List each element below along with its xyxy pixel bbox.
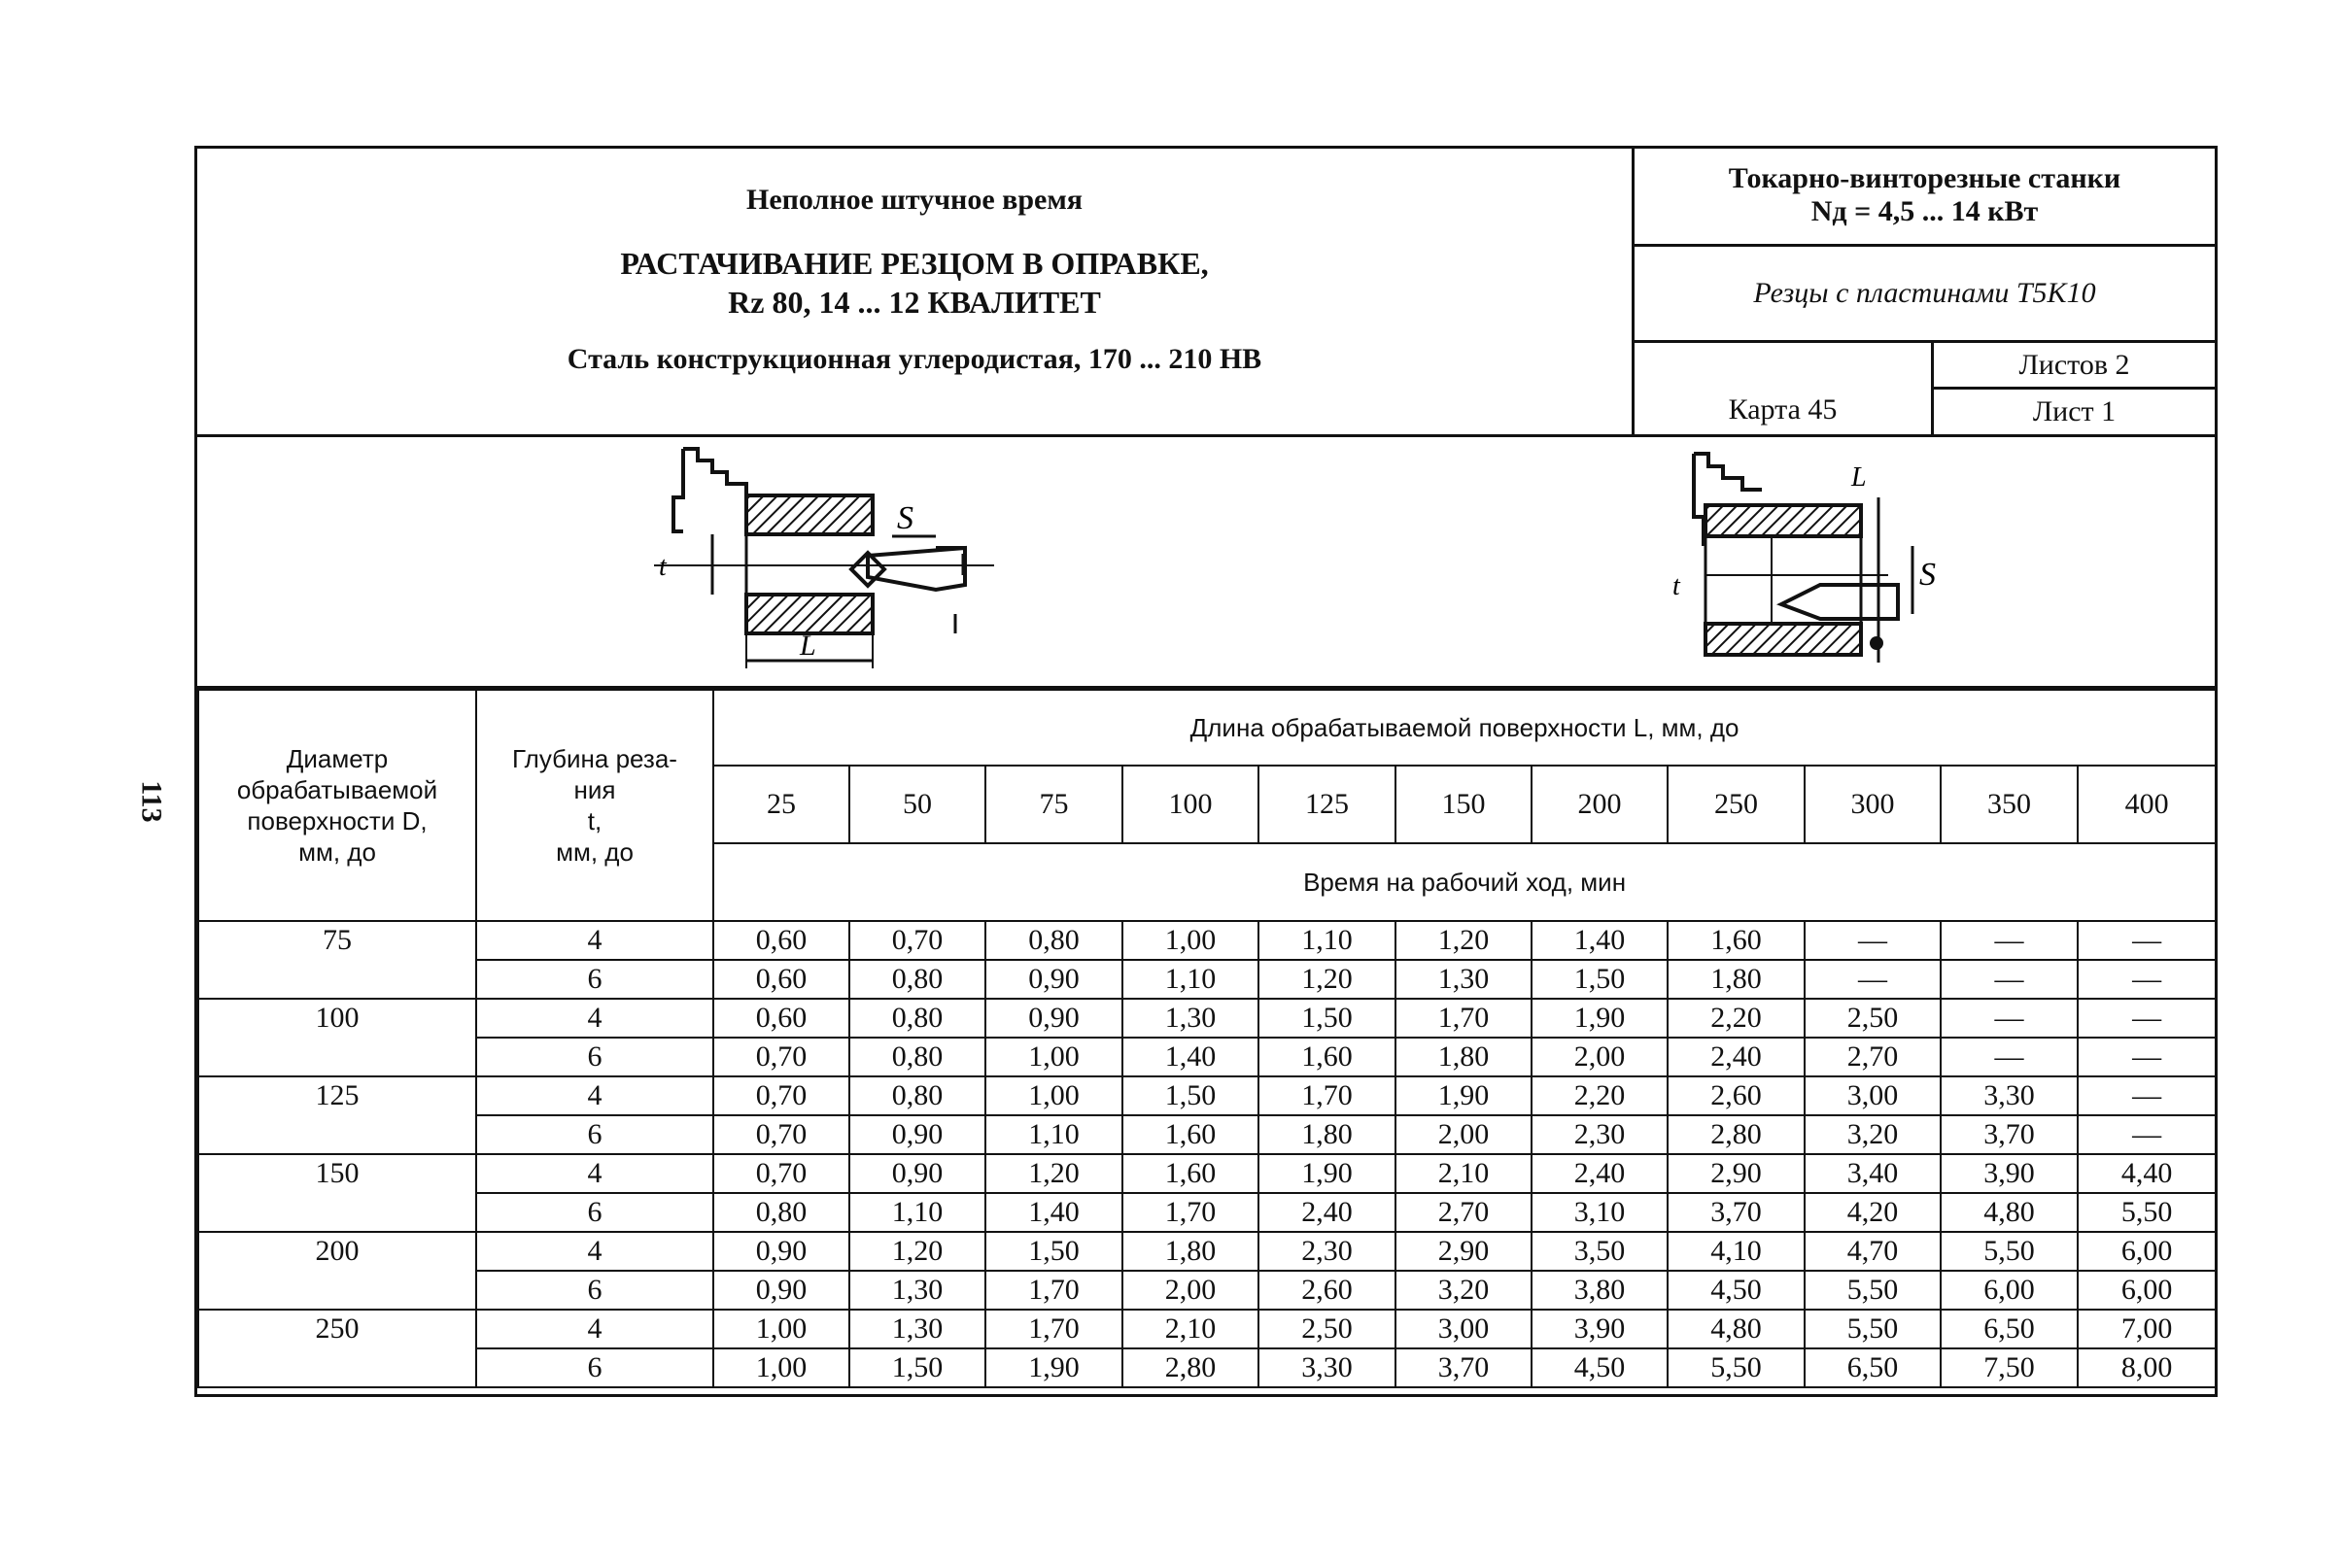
time-table [197,689,2217,1388]
diameter-cell [198,1154,476,1232]
time-cell: 5,50 [1668,1348,1805,1387]
time-cell: 1,40 [1122,1038,1258,1076]
table-row [198,1193,2216,1232]
time-cell: 1,60 [1668,921,1805,960]
time-cell: 1,20 [985,1154,1122,1193]
time-cell: 2,50 [1805,999,1941,1038]
time-cell: 3,70 [1941,1115,2078,1154]
time-cell: — [1805,960,1941,999]
time-cell: — [2078,1076,2216,1115]
time-cell: 0,70 [713,1038,849,1076]
time-cell: 3,20 [1395,1271,1532,1310]
diameter-value: 100 [315,1002,360,1034]
time-cell: 2,00 [1122,1271,1258,1310]
col-depth-line3: t, [587,806,603,835]
card-header [197,149,2215,437]
length-col-header: 200 [1532,766,1668,843]
time-cell: 1,70 [985,1310,1122,1348]
length-label-right: L [1851,462,1867,493]
time-header: Время на рабочий ход, мин [713,843,2216,921]
time-cell: 3,20 [1805,1115,1941,1154]
time-cell: 3,80 [1532,1271,1668,1310]
time-cell: 1,10 [1258,921,1395,960]
machine-type [1635,149,2215,247]
length-col-header: 400 [2078,766,2216,843]
col-depth-header [476,690,713,921]
depth-cell: 6 [476,1193,713,1232]
time-cell: 1,50 [849,1348,985,1387]
feed-label-right: S [1919,557,1936,593]
table-row [198,1076,2216,1115]
length-col-header: 350 [1941,766,2078,843]
time-cell: 2,10 [1395,1154,1532,1193]
time-cell: 3,90 [1532,1310,1668,1348]
time-cell: 0,90 [849,1154,985,1193]
time-cell: 2,60 [1668,1076,1805,1115]
depth-cell: 6 [476,1348,713,1387]
time-cell: 1,40 [1532,921,1668,960]
time-cell: 1,90 [985,1348,1122,1387]
time-cell: 1,50 [1258,999,1395,1038]
length-col-header: 150 [1395,766,1532,843]
time-cell: 1,20 [1258,960,1395,999]
time-cell: 2,40 [1258,1193,1395,1232]
time-cell: 3,90 [1941,1154,2078,1193]
time-cell: 3,30 [1941,1076,2078,1115]
time-cell: 2,80 [1668,1115,1805,1154]
depth-cell: 4 [476,1232,713,1271]
time-cell: 3,70 [1668,1193,1805,1232]
time-cell: 4,70 [1805,1232,1941,1271]
diameter-value: 125 [315,1079,360,1111]
time-cell: 1,60 [1122,1154,1258,1193]
length-col-header: 75 [985,766,1122,843]
time-cell: — [1805,921,1941,960]
col-depth-line2: ния [573,775,616,804]
time-cell: 2,20 [1532,1076,1668,1115]
time-cell: 1,90 [1395,1076,1532,1115]
depth-cell: 4 [476,1310,713,1348]
table-row [198,1115,2216,1154]
time-cell: 2,80 [1122,1348,1258,1387]
header-title: РАСТАЧИВАНИЕ РЕЗЦОМ В ОПРАВКЕ, [620,246,1209,281]
time-cell: 4,20 [1805,1193,1941,1232]
time-cell: 3,70 [1395,1348,1532,1387]
diameter-value: 75 [323,924,352,956]
time-cell: — [2078,999,2216,1038]
time-cell: 2,00 [1395,1115,1532,1154]
time-cell: 0,70 [849,921,985,960]
time-cell: 1,70 [1395,999,1532,1038]
time-cell: 1,50 [1532,960,1668,999]
table-row [198,1310,2216,1348]
norm-card [194,146,2218,1397]
time-cell: 1,60 [1122,1115,1258,1154]
time-cell: 0,80 [849,1076,985,1115]
col-depth-line4: мм, до [556,837,634,867]
table-row [198,1038,2216,1076]
time-cell: 5,50 [2078,1193,2216,1232]
time-cell: 3,40 [1805,1154,1941,1193]
time-cell: 3,50 [1532,1232,1668,1271]
time-cell: 4,80 [1941,1193,2078,1232]
time-cell: 0,70 [713,1076,849,1115]
workpiece-top-right [1705,505,1861,536]
time-cell: 1,10 [849,1193,985,1232]
tool-type: Резцы с пластинами T5K10 [1635,247,2215,343]
time-cell: 2,50 [1258,1310,1395,1348]
time-cell: 1,50 [985,1232,1122,1271]
table-body [198,921,2216,1387]
time-cell: 0,90 [985,999,1122,1038]
workpiece-top [746,495,873,534]
time-cell: — [1941,999,2078,1038]
length-label-left: L [800,630,816,662]
time-cell: 0,80 [849,1038,985,1076]
chuck-steps-right [1694,454,1762,490]
time-cell: 1,10 [985,1115,1122,1154]
depth-cell: 4 [476,921,713,960]
table-row [198,960,2216,999]
feed-label-left: S [897,500,913,536]
sheets-total: Листов 2 [1934,343,2215,390]
time-cell: 5,50 [1941,1232,2078,1271]
time-cell: 2,00 [1532,1038,1668,1076]
time-cell: — [1941,1038,2078,1076]
diameter-cell [198,921,476,999]
table-row [198,1232,2216,1271]
time-cell: — [2078,921,2216,960]
time-cell: 1,80 [1258,1115,1395,1154]
time-cell: 0,60 [713,999,849,1038]
time-cell: 2,30 [1532,1115,1668,1154]
time-cell: 6,00 [1941,1271,2078,1310]
length-col-header: 25 [713,766,849,843]
card-number-text: Карта 45 [1728,393,1838,426]
depth-cell: 6 [476,1115,713,1154]
boring-sketch-blind [1665,439,2015,682]
time-cell: 2,40 [1668,1038,1805,1076]
time-cell: 1,10 [1122,960,1258,999]
time-cell: 1,80 [1122,1232,1258,1271]
time-cell: 0,80 [985,921,1122,960]
length-col-header: 100 [1122,766,1258,843]
table-row [198,921,2216,960]
col-diameter-line1: Диаметр [286,744,389,773]
header-roughness: Rz 80, 14 ... 12 КВАЛИТЕТ [728,285,1101,320]
time-cell: 3,30 [1258,1348,1395,1387]
time-cell: 0,80 [849,960,985,999]
time-cell: 0,90 [713,1271,849,1310]
time-cell: 6,50 [1805,1348,1941,1387]
depth-cell: 4 [476,1154,713,1193]
length-col-header: 50 [849,766,985,843]
time-cell: 6,50 [1941,1310,2078,1348]
col-diameter-header [198,690,476,921]
length-col-header: 125 [1258,766,1395,843]
time-cell: — [2078,1115,2216,1154]
time-cell: — [2078,1038,2216,1076]
time-cell: 2,60 [1258,1271,1395,1310]
header-material: Сталь конструкционная углеродистая, 170 ... 210 HB [567,343,1262,375]
time-cell: 1,50 [1122,1076,1258,1115]
time-cell: 0,80 [849,999,985,1038]
time-cell: 2,40 [1532,1154,1668,1193]
time-cell: 0,70 [713,1115,849,1154]
time-cell: 2,10 [1122,1310,1258,1348]
table-row [198,1154,2216,1193]
time-cell: 1,80 [1668,960,1805,999]
time-cell: 3,00 [1395,1310,1532,1348]
time-cell: 7,00 [2078,1310,2216,1348]
machine-power: Nд = 4,5 ... 14 кВт [1810,195,2039,227]
time-cell: 0,60 [713,921,849,960]
depth-cell: 4 [476,1076,713,1115]
diameter-value: 200 [315,1235,360,1267]
workpiece-bottom [746,595,873,633]
time-cell: 1,60 [1258,1038,1395,1076]
chuck-steps [683,449,746,495]
time-cell: 1,30 [849,1271,985,1310]
time-cell: 1,30 [1122,999,1258,1038]
diameter-cell [198,1310,476,1387]
time-cell: 2,30 [1258,1232,1395,1271]
depth-label-left: t [659,552,667,582]
time-cell: 7,50 [1941,1348,2078,1387]
chuck-jaw [673,449,683,531]
header-info-block [1635,149,2215,434]
depth-cell: 6 [476,960,713,999]
time-cell: — [2078,960,2216,999]
time-cell: 2,20 [1668,999,1805,1038]
time-cell: 3,10 [1532,1193,1668,1232]
time-cell: 1,00 [985,1038,1122,1076]
depth-cell: 6 [476,1038,713,1076]
time-cell: 2,90 [1395,1232,1532,1271]
time-cell: 5,50 [1805,1310,1941,1348]
time-cell: 0,60 [713,960,849,999]
time-cell: 1,20 [849,1232,985,1271]
time-cell: 4,50 [1668,1271,1805,1310]
time-cell: 1,70 [1122,1193,1258,1232]
time-cell: 1,00 [985,1076,1122,1115]
time-cell: 1,40 [985,1193,1122,1232]
workpiece-bottom-right [1705,624,1861,655]
machine-name: Токарно-винторезные станки [1728,162,2121,194]
boring-sketch-through [654,439,1043,682]
card-number [1635,343,1934,434]
time-cell: 2,90 [1668,1154,1805,1193]
time-cell: 1,70 [985,1271,1122,1310]
time-cell: 1,00 [713,1348,849,1387]
time-cell: 4,10 [1668,1232,1805,1271]
col-diameter-line3: поверхности D, [247,806,428,835]
time-cell: 1,20 [1395,921,1532,960]
time-cell: 1,00 [713,1310,849,1348]
time-cell: 8,00 [2078,1348,2216,1387]
time-cell: 1,90 [1532,999,1668,1038]
time-table-wrap [197,689,2215,1388]
length-col-header: 250 [1668,766,1805,843]
time-cell: 4,80 [1668,1310,1805,1348]
time-cell: 1,00 [1122,921,1258,960]
depth-label-right: t [1672,571,1680,601]
table-row [198,1271,2216,1310]
page-number: 113 [135,780,168,823]
time-cell: 1,80 [1395,1038,1532,1076]
depth-cell: 6 [476,1271,713,1310]
diameter-cell [198,1076,476,1154]
length-col-header: 300 [1805,766,1941,843]
time-cell: — [1941,960,2078,999]
time-cell: 2,70 [1805,1038,1941,1076]
time-cell: 4,40 [2078,1154,2216,1193]
time-cell: 1,30 [849,1310,985,1348]
time-cell: 0,90 [713,1232,849,1271]
col-depth-line1: Глубина реза- [512,744,677,773]
depth-cell: 4 [476,999,713,1038]
time-cell: 0,90 [849,1115,985,1154]
time-cell: 6,00 [2078,1271,2216,1310]
time-cell: 0,90 [985,960,1122,999]
time-cell: 0,70 [713,1154,849,1193]
boring-bar-right [1781,585,1898,619]
col-diameter-line4: мм, до [298,837,376,867]
diameter-value: 150 [315,1157,360,1189]
time-cell: 1,70 [1258,1076,1395,1115]
sketch-band [197,437,2215,689]
time-cell: 6,00 [2078,1232,2216,1271]
diameter-value: 250 [315,1312,360,1345]
time-cell: 1,30 [1395,960,1532,999]
length-header: Длина обрабатываемой поверхности L, мм, до [713,690,2216,766]
time-cell: 3,00 [1805,1076,1941,1115]
time-cell: — [1941,921,2078,960]
time-cell: 4,50 [1532,1348,1668,1387]
header-subtitle: Неполное штучное время [745,184,1084,216]
chuck-jaw-right [1694,454,1704,546]
table-row [198,999,2216,1038]
time-cell: 2,70 [1395,1193,1532,1232]
time-cell: 5,50 [1805,1271,1941,1310]
sheet-number: Лист 1 [2032,395,2117,427]
diameter-cell [198,999,476,1076]
table-row [198,1348,2216,1387]
time-cell: 0,80 [713,1193,849,1232]
diameter-cell [198,1232,476,1310]
col-diameter-line2: обрабатываемой [236,775,438,804]
header-title-block [197,149,1635,434]
time-cell: 1,90 [1258,1154,1395,1193]
